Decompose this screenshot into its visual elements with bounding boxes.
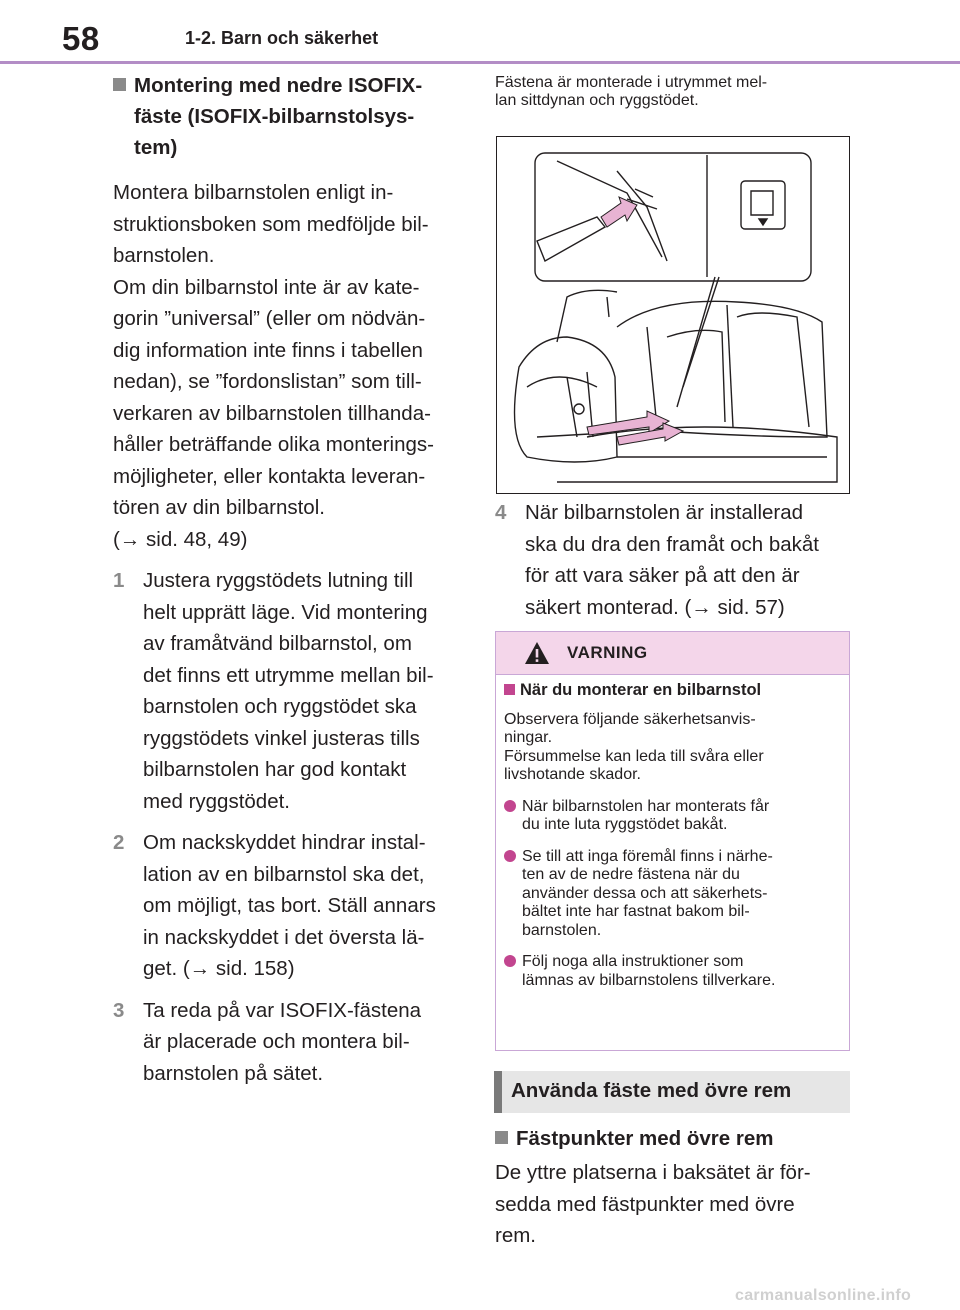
text-line: ningar. — [504, 729, 553, 746]
section-banner — [494, 1071, 850, 1113]
text-line: Ta reda på var ISOFIX-fästena — [143, 998, 422, 1022]
text-line: Följ noga alla instruktioner som — [522, 953, 744, 970]
page-number: 58 — [62, 20, 100, 57]
section-title: 1-2. Barn och säkerhet — [185, 28, 379, 48]
caption-line: Fästena är monterade i utrymmet mel- — [495, 74, 768, 91]
text-line: dig information inte finns i tabellen — [113, 338, 423, 362]
warning-box — [495, 631, 850, 1051]
text-line: struktionsboken som medföljde bil- — [113, 212, 429, 236]
text-line: barnstolen och ryggstödet ska — [143, 695, 417, 718]
text-line: är placerade och montera bil- — [143, 1030, 410, 1053]
text-line: Justera ryggstödets lutning till — [143, 569, 414, 592]
text-line: sedda med fästpunkter med övre — [495, 1192, 795, 1216]
text-line: Om nackskyddet hindrar instal- — [143, 831, 426, 854]
left-column — [113, 70, 463, 1089]
step-number: 3 — [113, 998, 125, 1022]
square-bullet-icon — [495, 1131, 508, 1144]
text-line: När bilbarnstolen är installerad — [525, 501, 804, 524]
warning-title: VARNING — [567, 643, 648, 662]
caption-line: lan sittdynan och ryggstödet. — [495, 92, 699, 109]
watermark: carmanualsonline.info — [735, 1287, 912, 1304]
heading-line: fäste (ISOFIX-bilbarnstolsys- — [134, 105, 415, 128]
heading-line: tem) — [134, 136, 178, 159]
right-column-caption — [495, 74, 850, 110]
text-line: för att vara säker på att den är — [525, 564, 800, 587]
text-line: livshotande skador. — [504, 766, 641, 783]
heading-text: Fästpunkter med övre rem — [516, 1127, 774, 1150]
page-reference-link[interactable]: säkert monterad. (→ sid. 57) — [525, 595, 785, 619]
header-rule — [0, 61, 960, 64]
text-line: helt upprätt läge. Vid montering — [143, 600, 428, 624]
text-line: bältet inte har fastnat bakom bil- — [522, 903, 750, 920]
warning-subheading — [504, 681, 835, 700]
banner-title: Använda fäste med övre rem — [511, 1079, 792, 1102]
text-line: barnstolen på sätet. — [143, 1061, 324, 1085]
banner-bar — [494, 1071, 502, 1113]
step-1 — [113, 565, 463, 817]
text-line: rem. — [495, 1224, 536, 1247]
text-line: lation av en bilbarnstol ska det, — [143, 862, 425, 886]
figure-caption — [495, 74, 850, 110]
text-line: ten av de nedre fästena när du — [522, 866, 740, 883]
text-line: möjligheter, eller kontakta leveran- — [113, 464, 426, 488]
text-line: De yttre platserna i baksätet är för- — [495, 1161, 811, 1184]
round-bullet-icon — [504, 955, 516, 967]
text-line: tören av din bilbarnstol. — [113, 496, 325, 519]
step-3 — [113, 995, 463, 1090]
text-line: lämnas av bilbarnstolens tillverkare. — [522, 971, 776, 989]
text-line: Om din bilbarnstol inte är av kate- — [113, 275, 420, 299]
square-bullet-icon — [113, 78, 126, 91]
text-line: använder dessa och att säkerhets- — [522, 884, 768, 902]
text-line: gorin ”universal” (eller om nödvän- — [113, 307, 426, 330]
step-4 — [495, 497, 881, 623]
subheading-text: När du monterar en bilbarnstol — [520, 681, 762, 699]
warning-triangle-icon — [524, 641, 550, 665]
step-2 — [113, 827, 463, 985]
warning-body — [496, 675, 849, 990]
text-line: du inte luta ryggstödet bakåt. — [522, 816, 728, 833]
text-line: bilbarnstolen har god kontakt — [143, 758, 407, 781]
round-bullet-icon — [504, 800, 516, 812]
heading-line: Montering med nedre ISOFIX- — [134, 74, 423, 97]
text-line: Observera följande säkerhetsanvis- — [504, 710, 756, 728]
text-line: om möjligt, tas bort. Ställ annars — [143, 894, 436, 917]
round-bullet-icon — [504, 850, 516, 862]
text-line: barnstolen. — [113, 244, 215, 267]
text-line: håller beträffande olika monterings- — [113, 433, 434, 456]
warning-text — [504, 711, 835, 785]
warning-bullet — [504, 953, 835, 990]
text-line: När bilbarnstolen har monterats får — [522, 797, 770, 815]
intro-paragraph — [113, 177, 463, 555]
page-reference-link[interactable]: (→ sid. 48, 49) — [113, 527, 248, 551]
step-number: 4 — [495, 501, 507, 524]
text-line: Se till att inga föremål finns i närhe- — [522, 847, 773, 865]
step-number: 2 — [113, 831, 125, 854]
text-line: av framåtvänd bilbarnstol, om — [143, 632, 412, 655]
top-tether-heading — [495, 1123, 872, 1154]
isofix-heading — [113, 70, 463, 163]
text-line: Montera bilbarnstolen enligt in- — [113, 181, 394, 204]
text-line: barnstolen. — [522, 921, 602, 939]
text-line: verkaren av bilbarnstolen tillhanda- — [113, 401, 431, 425]
text-line: ska du dra den framåt och bakåt — [525, 532, 820, 556]
text-line: med ryggstödet. — [143, 789, 290, 813]
text-line: det finns ett utrymme mellan bil- — [143, 663, 434, 687]
step-number: 1 — [113, 569, 125, 592]
text-line: ryggstödets vinkel justeras tills — [143, 726, 420, 750]
seat-drawing — [497, 137, 849, 493]
page-reference-link[interactable]: get. (→ sid. 158) — [143, 957, 295, 980]
page-header — [0, 0, 960, 62]
text-line: Försummelse kan leda till svåra eller — [504, 747, 764, 765]
warning-bullet — [504, 798, 835, 835]
isofix-illustration — [496, 136, 850, 494]
top-tether-paragraph — [495, 1157, 851, 1252]
text-line: nedan), se ”fordonslistan” som till- — [113, 370, 422, 393]
text-line: in nackskyddet i det översta lä- — [143, 925, 425, 949]
square-bullet-icon — [504, 684, 515, 695]
warning-bullet — [504, 848, 835, 941]
warning-header — [496, 632, 849, 675]
